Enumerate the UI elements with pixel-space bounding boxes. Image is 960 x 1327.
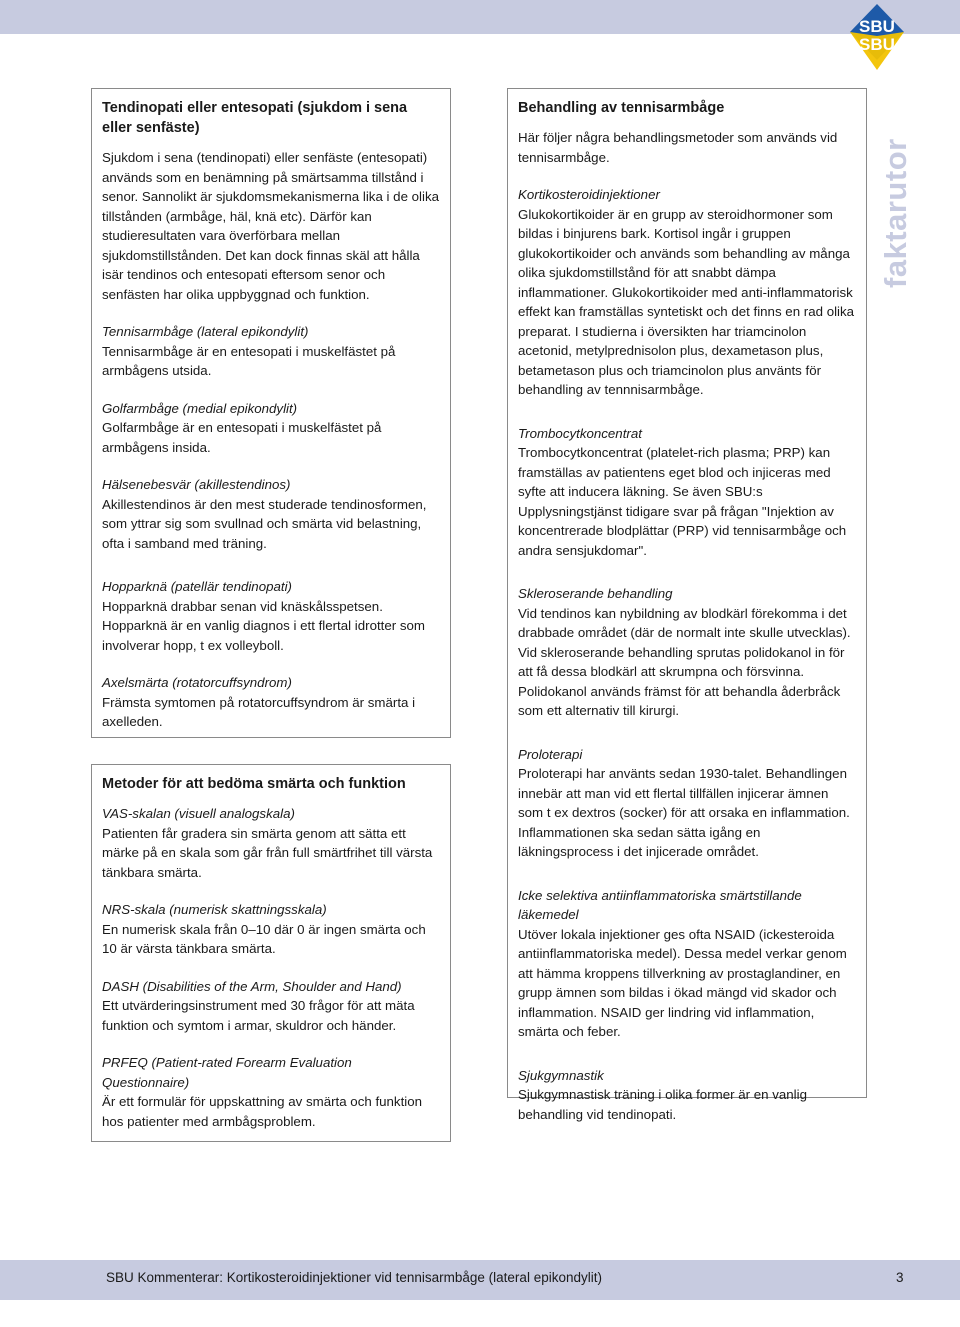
section-text: Utöver lokala injektioner ges ofta NSAID (ickesteroida antiinflammatoriska medel). Dessa medel verkar genom att hämma kroppens tillverkning av prostaglandiner, en grupp ämnen som bildas i ökad mängd vid skador och inflammation. NSAID ger lindring vid inflammation, smärta och feber. (518, 926, 847, 1039)
treatment-intro (518, 128, 856, 167)
section (518, 886, 856, 1042)
section-heading: Axelsmärta (rotatorcuffsyndrom) (102, 675, 292, 690)
section-heading: VAS-skalan (visuell analogskala) (102, 806, 295, 821)
section (102, 900, 440, 959)
top-band (0, 0, 960, 34)
section-text: Främsta symtomen på rotatorcuffsyndrom är smärta i axelleden. (102, 694, 416, 729)
section-heading: Golfarmbåge (medial epikondylit) (102, 400, 298, 416)
page-number: 3 (896, 1270, 904, 1285)
section-text: Trombocytkoncentrat (platelet-rich plasma; PRP) kan framställas av patientens eget blod och injiceras med syfte att inducera läkning. Se även SBU:s Upplysningstjänst tidigare svar på frågan "Injektion av koncentrerade blodplättar (PRP) vid tennisarmbåge och andra sensjukdomar". (518, 445, 847, 558)
section-heading: Tennisarmbåge (lateral epikondylit) (102, 324, 309, 339)
section (518, 185, 856, 400)
section-text: Tennisarmbåge är en entesopati i muskelfästet på armbågens utsida. (102, 343, 396, 378)
section (102, 804, 440, 882)
sbu-logo-icon (848, 2, 906, 72)
section (102, 1053, 440, 1131)
section-text: Vid tendinos kan nybildning av blodkärl förekomma i det drabbade området (där de normalt inte skulle utvecklas). Vid skleroserande behandling sprutas polidokanol in för att få dessa blodkärl att skrumpna och försvinna. Polidokanol används främst för att behandla åderbråck som ett alternativ till kirurgi. (518, 605, 851, 718)
section-heading: PRFEQ (Patient-rated Forearm Evaluation Questionnaire) (102, 1055, 352, 1090)
section (102, 577, 440, 655)
section (102, 475, 440, 553)
section (518, 745, 856, 862)
intro-text: Sjukdom i sena (tendinopati) eller senfäste (entesopati) används som en benämning på smärtsamma tillstånd i senor. Sannolikt är sjukdomsmekanismerna lika i de olika tillstånden (armbåge, häl, knä etc). Därför kan studieresultaten vara överförbara mellan sjukdomstillstånden. Det kan dock finnas skäl att hålla isär tendinos och entesopati eftersom senor och senfästen har olika uppbyggnad och funktion. (102, 150, 440, 302)
section-heading: NRS-skala (numerisk skattningsskala) (102, 902, 327, 917)
section-heading: Kortikosteroidinjektioner (518, 187, 660, 202)
methods-title: Metoder för att bedöma smärta och funktion (102, 776, 406, 792)
tendinopathy-title: Tendinopati eller entesopati (sjukdom i sena eller senfäste) (102, 100, 408, 136)
section-heading: Hopparknä (patellär tendinopati) (102, 579, 292, 594)
section-text: Glukokortikoider är en grupp av steroidhormoner som bildas i binjurens bark. Kortisol ingår i gruppen glukokortikoider och används som behandling av många olika sjukdomstillstånd för att snabbt dämpa inflammationer. Glukokortikoider med anti-inflammatorisk effekt kan framställas syntetiskt och det finns en rad olika preparat. I studierna i översikten har triamcinolon acetonid, metylprednisolon plus, dexametason plus, betametason plus och triamcinolon plus använts för behandling av tennnisarmbåge. (518, 206, 855, 397)
section-heading: Icke selektiva antiinflammatoriska smärtstillande läkemedel (518, 887, 802, 922)
section-text: Sjukgymnastisk träning i olika former är en vanlig behandling vid tendinopati. (518, 1087, 807, 1122)
intro-text: Här följer några behandlingsmetoder som används vid tennisarmbåge. (518, 130, 838, 165)
section-text: Ett utvärderingsinstrument med 30 frågor för att mäta funktion och symtom i armar, skuldror och händer. (102, 998, 415, 1033)
methods-box (91, 764, 451, 1142)
footer-text: SBU Kommenterar: Kortikosteroidinjektioner vid tennisarmbåge (lateral epikondylit) (106, 1270, 602, 1285)
section-text: Hopparknä drabbar senan vid knäskålsspetsen. Hopparknä är en vanlig diagnos i ett flertal idrotter som involverar hopp, t ex volleyboll. (102, 598, 425, 653)
section-heading: Hälsenebesvär (akillestendinos) (102, 477, 291, 492)
section (518, 1066, 856, 1125)
section-heading: Proloterapi (518, 746, 583, 762)
section-text: Golfarmbåge är en entesopati i muskelfästet på armbågens insida. (102, 420, 382, 455)
tendinopathy-box (91, 88, 451, 738)
section (102, 322, 440, 381)
section-text: Proloterapi har använts sedan 1930-talet. Behandlingen innebär att man vid ett flertal tillfällen injicerar ämnen som t ex dextros (socker) för att orsaka en inflammation. Inflammationen ska sedan sätta igång en läkningsprocess i det injicerade området. (518, 766, 850, 859)
section-text: Patienten får gradera sin smärta genom att sätta ett märke på en skala som går från full smärtfrihet till värsta tänkbara smärta. (102, 825, 433, 880)
section (102, 673, 440, 732)
side-label: faktarutor (878, 138, 913, 288)
section-heading: Sjukgymnastik (518, 1067, 604, 1083)
section (518, 424, 856, 561)
section-heading: Skleroserande behandling (518, 586, 673, 601)
logo-text-top: SBU (859, 17, 895, 36)
section-text: En numerisk skala från 0–10 där 0 är ingen smärta och 10 är värsta tänkbara smärta. (102, 921, 426, 956)
section (518, 584, 856, 721)
section-heading: DASH (Disabilities of the Arm, Shoulder and Hand) (102, 978, 402, 994)
section-text: Akillestendinos är den mest studerade tendinosformen, som yttrar sig som svullnad och smärta vid belastning, ofta i samband med träning. (102, 496, 427, 551)
logo-text-bottom: SBU (859, 35, 895, 54)
treatment-title: Behandling av tennisarmbåge (518, 100, 725, 116)
section (102, 977, 440, 1036)
tendinopathy-intro (102, 148, 440, 304)
section-heading: Trombocytkoncentrat (518, 425, 642, 441)
section-text: Är ett formulär för uppskattning av smärta och funktion hos patienter med armbågsproblem. (102, 1094, 423, 1129)
section (102, 399, 440, 458)
treatment-box (507, 88, 867, 1122)
